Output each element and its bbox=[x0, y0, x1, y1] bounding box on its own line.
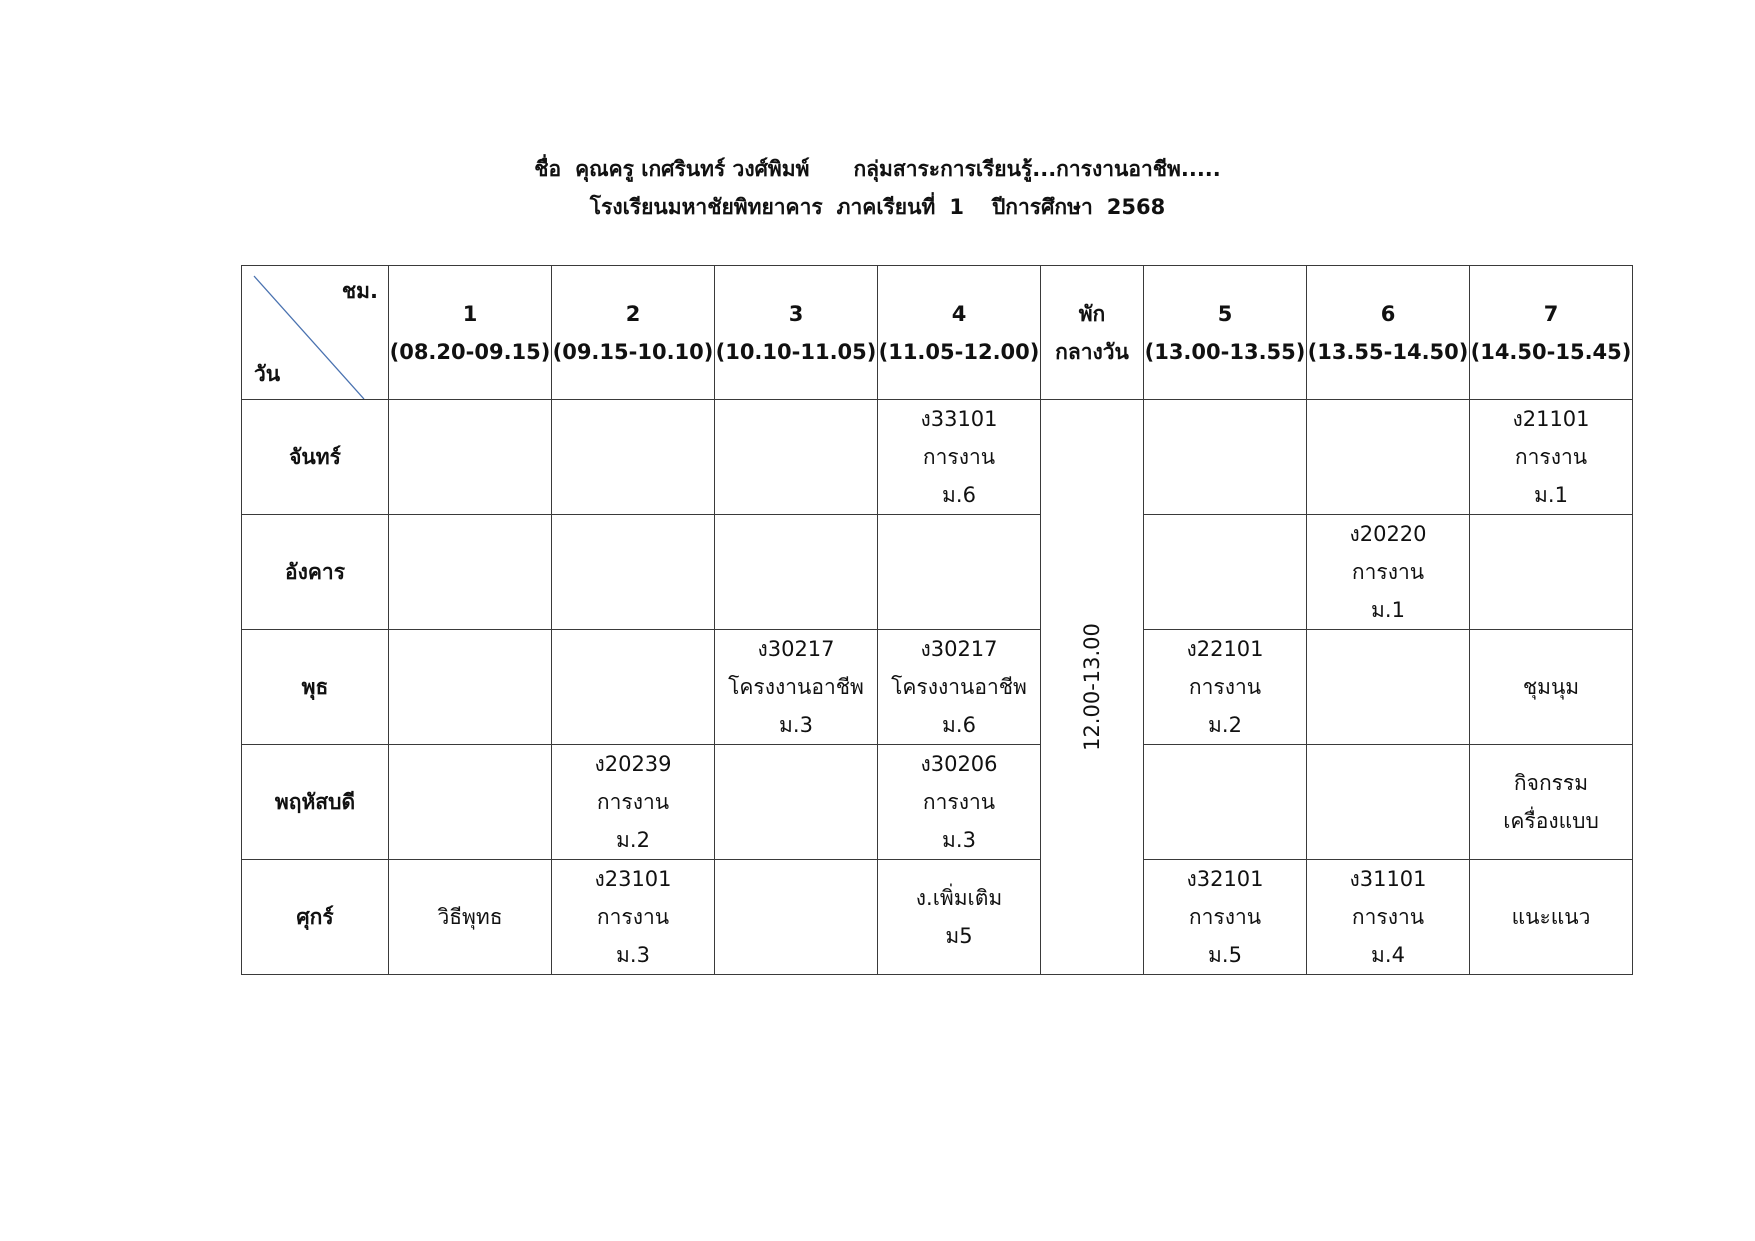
class-cell-line: แนะแนว bbox=[1511, 905, 1591, 929]
class-cell-line: ง20239 bbox=[594, 752, 672, 776]
class-cell bbox=[1470, 515, 1633, 630]
class-cell-line: การงาน bbox=[1351, 560, 1425, 584]
class-cell bbox=[1144, 515, 1307, 630]
class-cell-line: ม.5 bbox=[1208, 943, 1242, 967]
class-cell-line: กิจกรรม bbox=[1513, 771, 1589, 795]
class-cell bbox=[1470, 745, 1633, 860]
corner-period-label: ชม. bbox=[341, 279, 378, 303]
class-cell-line: ง32101 bbox=[1186, 867, 1264, 891]
period-header-7 bbox=[1470, 266, 1633, 400]
class-cell bbox=[715, 630, 878, 745]
break-label-1: พัก bbox=[1078, 301, 1106, 326]
period-number: 1 bbox=[462, 301, 478, 326]
period-number: 6 bbox=[1380, 301, 1396, 326]
header-row bbox=[242, 266, 1633, 400]
class-cell bbox=[715, 745, 878, 860]
day-name: พุธ bbox=[242, 630, 389, 745]
class-cell-line: เครื่องแบบ bbox=[1503, 809, 1599, 833]
class-cell-line: ม5 bbox=[945, 924, 973, 948]
class-cell-line: โครงงานอาชีพ bbox=[891, 675, 1027, 699]
day-row bbox=[242, 860, 1633, 975]
period-number: 5 bbox=[1217, 301, 1233, 326]
class-cell bbox=[389, 630, 552, 745]
class-cell bbox=[552, 630, 715, 745]
day-name: พฤหัสบดี bbox=[242, 745, 389, 860]
day-name: อังคาร bbox=[242, 515, 389, 630]
class-cell bbox=[552, 400, 715, 515]
period-time: (11.05-12.00) bbox=[878, 339, 1040, 364]
class-cell bbox=[1144, 860, 1307, 975]
header-line-1 bbox=[0, 150, 1755, 188]
period-header-2 bbox=[552, 266, 715, 400]
class-cell-line: ง.เพิ่มเติม bbox=[915, 886, 1003, 910]
class-cell-line: ม.1 bbox=[1371, 598, 1405, 622]
teacher-name: คุณครู เกศรินทร์ วงศ์พิมพ์ bbox=[575, 157, 810, 181]
period-time: (13.00-13.55) bbox=[1144, 339, 1306, 364]
period-number: 4 bbox=[951, 301, 967, 326]
class-cell-line: การงาน bbox=[596, 790, 670, 814]
period-time: (13.55-14.50) bbox=[1307, 339, 1469, 364]
class-cell-line: การงาน bbox=[1351, 905, 1425, 929]
class-cell bbox=[1307, 860, 1470, 975]
day-name: ศุกร์ bbox=[242, 860, 389, 975]
class-cell-line: การงาน bbox=[596, 905, 670, 929]
class-cell bbox=[1307, 515, 1470, 630]
class-cell-line: ง30206 bbox=[920, 752, 998, 776]
class-cell-line: ง33101 bbox=[920, 407, 998, 431]
class-cell-line: การงาน bbox=[1514, 445, 1588, 469]
class-cell bbox=[878, 745, 1041, 860]
school-name: โรงเรียนมหาชัยพิทยาคาร bbox=[589, 195, 823, 219]
period-time: (14.50-15.45) bbox=[1470, 339, 1632, 364]
corner-day-label: วัน bbox=[254, 362, 281, 386]
break-label-2: กลางวัน bbox=[1055, 339, 1129, 364]
class-cell bbox=[715, 515, 878, 630]
day-name: จันทร์ bbox=[242, 400, 389, 515]
period-header-1 bbox=[389, 266, 552, 400]
corner-cell bbox=[242, 266, 389, 400]
class-cell bbox=[1470, 860, 1633, 975]
class-cell bbox=[1307, 630, 1470, 745]
class-cell bbox=[1307, 745, 1470, 860]
class-cell bbox=[552, 745, 715, 860]
day-row bbox=[242, 515, 1633, 630]
class-cell-line: ง20220 bbox=[1349, 522, 1427, 546]
class-cell-line: ม.2 bbox=[616, 828, 650, 852]
class-cell bbox=[389, 400, 552, 515]
break-header bbox=[1041, 266, 1144, 400]
period-header-3 bbox=[715, 266, 878, 400]
class-cell bbox=[389, 515, 552, 630]
class-cell-line: ม.4 bbox=[1371, 943, 1405, 967]
class-cell bbox=[878, 400, 1041, 515]
class-cell bbox=[552, 860, 715, 975]
class-cell-line: วิธีพุทธ bbox=[437, 905, 503, 929]
class-cell-line: การงาน bbox=[922, 445, 996, 469]
period-header-5 bbox=[1144, 266, 1307, 400]
class-cell-line: ง30217 bbox=[757, 637, 835, 661]
semester-label: ภาคเรียนที่ bbox=[836, 195, 936, 219]
class-cell bbox=[389, 860, 552, 975]
class-cell bbox=[552, 515, 715, 630]
class-cell-line: ม.6 bbox=[942, 483, 976, 507]
document-header bbox=[0, 150, 1755, 226]
class-cell bbox=[878, 515, 1041, 630]
class-cell bbox=[1144, 400, 1307, 515]
header-line-2 bbox=[0, 188, 1755, 226]
class-cell bbox=[878, 860, 1041, 975]
class-cell-line: ง23101 bbox=[594, 867, 672, 891]
class-cell-line: การงาน bbox=[922, 790, 996, 814]
name-label: ชื่อ bbox=[534, 157, 562, 181]
class-cell-line: ง31101 bbox=[1349, 867, 1427, 891]
class-cell-line: ม.1 bbox=[1534, 483, 1568, 507]
class-cell-line: ม.3 bbox=[942, 828, 976, 852]
class-cell bbox=[1144, 630, 1307, 745]
semester-value: 1 bbox=[949, 195, 964, 219]
period-time: (09.15-10.10) bbox=[552, 339, 714, 364]
timetable bbox=[241, 265, 1633, 975]
subject-group: กลุ่มสาระการเรียนรู้...การงานอาชีพ..... bbox=[853, 157, 1221, 181]
day-row bbox=[242, 745, 1633, 860]
class-cell-line: ม.3 bbox=[616, 943, 650, 967]
day-row bbox=[242, 400, 1633, 515]
class-cell bbox=[389, 745, 552, 860]
class-cell-line: การงาน bbox=[1188, 905, 1262, 929]
period-number: 3 bbox=[788, 301, 804, 326]
class-cell-line: ง21101 bbox=[1512, 407, 1590, 431]
class-cell bbox=[878, 630, 1041, 745]
day-row bbox=[242, 630, 1633, 745]
lunch-break-cell bbox=[1041, 400, 1144, 975]
class-cell-line: ชุมนุม bbox=[1522, 675, 1580, 699]
class-cell bbox=[1307, 400, 1470, 515]
class-cell-line: ม.3 bbox=[779, 713, 813, 737]
class-cell bbox=[1470, 400, 1633, 515]
class-cell-line: ง30217 bbox=[920, 637, 998, 661]
class-cell bbox=[1470, 630, 1633, 745]
class-cell-line: การงาน bbox=[1188, 675, 1262, 699]
class-cell-line: โครงงานอาชีพ bbox=[728, 675, 864, 699]
year-value: 2568 bbox=[1106, 195, 1166, 219]
class-cell-line: ง22101 bbox=[1186, 637, 1264, 661]
class-cell bbox=[1144, 745, 1307, 860]
class-cell-line: ม.6 bbox=[942, 713, 976, 737]
period-time: (10.10-11.05) bbox=[715, 339, 877, 364]
year-label: ปีการศึกษา bbox=[991, 195, 1093, 219]
period-number: 7 bbox=[1543, 301, 1559, 326]
period-number: 2 bbox=[625, 301, 641, 326]
class-cell-line: ม.2 bbox=[1208, 713, 1242, 737]
class-cell bbox=[715, 400, 878, 515]
period-header-6 bbox=[1307, 266, 1470, 400]
period-time: (08.20-09.15) bbox=[389, 339, 551, 364]
break-time: 12.00-13.00 bbox=[1080, 623, 1104, 751]
period-header-4 bbox=[878, 266, 1041, 400]
class-cell bbox=[715, 860, 878, 975]
